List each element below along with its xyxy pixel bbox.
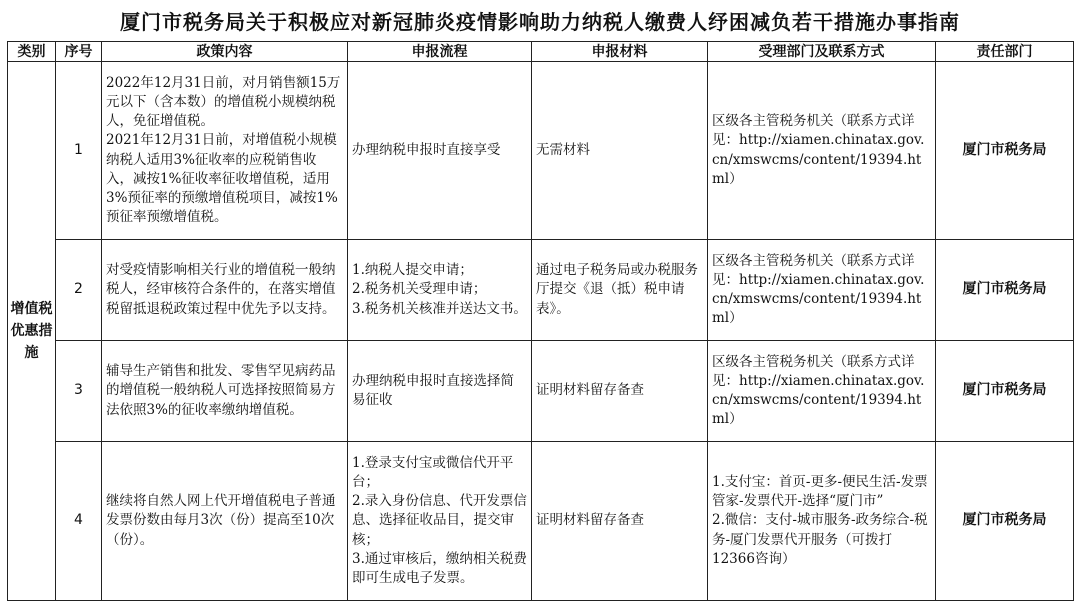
table-row bbox=[8, 240, 1074, 341]
dept-cell: 厦门市税务局 bbox=[936, 62, 1074, 240]
seq-cell: 1 bbox=[56, 62, 102, 240]
contact-cell bbox=[708, 240, 936, 341]
category-cell: 增值税优惠措施 bbox=[8, 62, 56, 601]
policy-text: 2021年12月31日前，对增值税小规模纳税人适用3%征收率的应税销售收入，减按1%征收率征收增值税，适用3%预征率的预缴增值税项目，减按1%预征率预缴增值税。 bbox=[106, 132, 338, 226]
process-text: 1.登录支付宝或微信代开平台； bbox=[352, 454, 514, 490]
process-text: 办理纳税申报时直接享受 bbox=[352, 141, 501, 158]
table-row bbox=[8, 341, 1074, 442]
materials-cell: 无需材料 bbox=[532, 62, 708, 240]
policy-text: 辅导生产销售和批发、零售罕见病药品的增值税一般纳税人可选择按照简易方法依照3%的征收率缴纳增值税。 bbox=[106, 363, 336, 418]
header-dept: 责任部门 bbox=[936, 42, 1074, 62]
policy-text: 对受疫情影响相关行业的增值税一般纳税人，经审核符合条件的，在落实增值税留抵退税政策过程中优先予以支持。 bbox=[106, 262, 336, 317]
dept-cell: 厦门市税务局 bbox=[936, 442, 1074, 601]
process-cell bbox=[348, 240, 532, 341]
contact-cell bbox=[708, 62, 936, 240]
contact-text: 区级各主管税务机关（联系方式详见：http://xiamen.chinatax.gov.cn/xmswcms/content/19394.html） bbox=[712, 353, 925, 428]
process-text: 1.纳税人提交申请； bbox=[352, 262, 473, 279]
policy-cell bbox=[102, 442, 348, 601]
process-text: 3.税务机关核准并送达文书。 bbox=[352, 300, 527, 317]
header-process: 申报流程 bbox=[348, 42, 532, 62]
contact-text: 2.微信：支付-城市服务-政务综合-税务-厦门发票代开服务（可拨打12366咨询） bbox=[712, 512, 928, 567]
header-policy: 政策内容 bbox=[102, 42, 348, 62]
materials-cell: 证明材料留存备查 bbox=[532, 341, 708, 442]
process-cell bbox=[348, 442, 532, 601]
process-text: 2.录入身份信息、代开发票信息、选择征收品目，提交审核； bbox=[352, 493, 527, 548]
contact-cell bbox=[708, 442, 936, 601]
header-contact: 受理部门及联系方式 bbox=[708, 42, 936, 62]
contact-text: 区级各主管税务机关（联系方式详见：http://xiamen.chinatax.gov.cn/xmswcms/content/19394.html） bbox=[712, 113, 925, 187]
materials-cell: 通过电子税务局或办税服务厅提交《退（抵）税申请表》。 bbox=[532, 240, 708, 341]
process-text: 2.税务机关受理申请； bbox=[352, 281, 487, 298]
page-title: 厦门市税务局关于积极应对新冠肺炎疫情影响助力纳税人缴费人纾困减负若干措施办事指南 bbox=[120, 10, 960, 34]
process-cell bbox=[348, 62, 532, 240]
policy-cell bbox=[102, 62, 348, 240]
contact-cell bbox=[708, 341, 936, 442]
policy-cell bbox=[102, 240, 348, 341]
seq-cell: 3 bbox=[56, 341, 102, 442]
process-text: 3.通过审核后，缴纳相关税费即可生成电子发票。 bbox=[352, 550, 527, 586]
header-materials: 申报材料 bbox=[532, 42, 708, 62]
seq-cell: 2 bbox=[56, 240, 102, 341]
table-row bbox=[8, 62, 1074, 240]
dept-cell: 厦门市税务局 bbox=[936, 240, 1074, 341]
policy-cell bbox=[102, 341, 348, 442]
policy-table bbox=[7, 41, 1074, 601]
policy-text: 2022年12月31日前，对月销售额15万元以下（含本数）的增值税小规模纳税人，免征增值税。 bbox=[106, 74, 341, 130]
policy-text: 继续将自然人网上代开增值税电子普通发票份数由每月3次（份）提高至10次（份）。 bbox=[106, 493, 336, 548]
dept-cell: 厦门市税务局 bbox=[936, 341, 1074, 442]
header-seq: 序号 bbox=[56, 42, 102, 62]
seq-cell: 4 bbox=[56, 442, 102, 601]
process-text: 办理纳税申报时直接选择简易征收 bbox=[352, 372, 514, 408]
contact-text: 区级各主管税务机关（联系方式详见：http://xiamen.chinatax.gov.cn/xmswcms/content/19394.html） bbox=[712, 252, 925, 327]
header-category: 类别 bbox=[8, 42, 56, 62]
contact-text: 1.支付宝：首页-更多-便民生活-发票管家-发票代开-选择“厦门市” bbox=[712, 473, 928, 510]
header-row bbox=[8, 42, 1074, 62]
process-cell bbox=[348, 341, 532, 442]
table-row bbox=[8, 442, 1074, 601]
materials-cell: 证明材料留存备查 bbox=[532, 442, 708, 601]
